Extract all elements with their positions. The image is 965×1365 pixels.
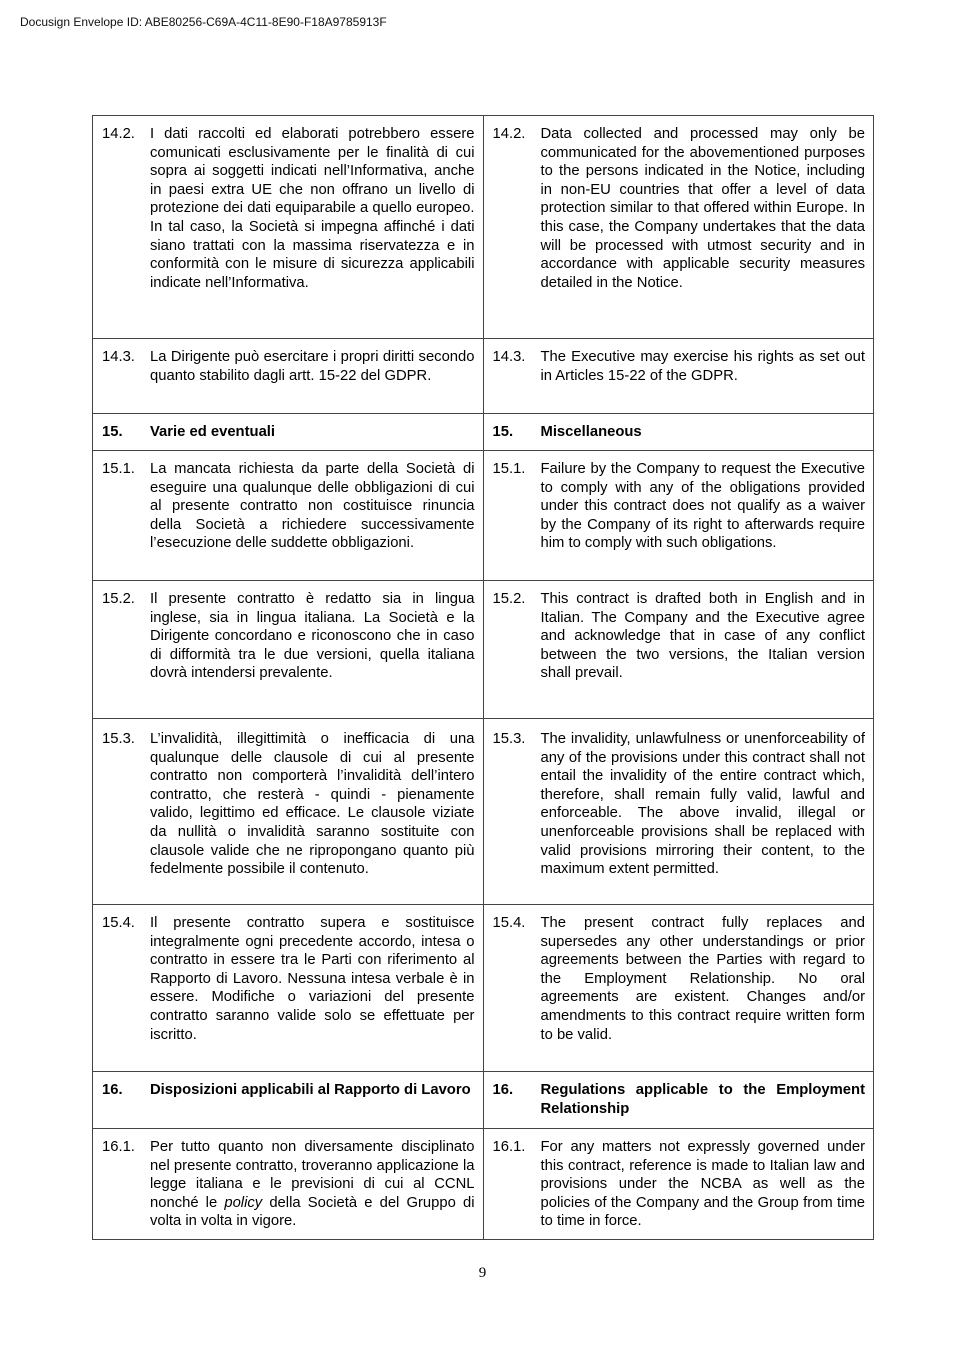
clause-text: Il presente contratto supera e sostituisce integralmente ogni precedente accordo, intesa o contratto in essere tra le Parti con riferimento al Rapporto di Lavoro. Nessuna intesa verbale è in essere. Modifiche o variazioni del presente contratto saranno valide solo se effettuate per iscritto.	[150, 915, 475, 1043]
table-row	[93, 719, 874, 905]
clause-text: The Executive may exercise his rights as set out in Articles 15-22 of the GDPR.	[540, 349, 865, 384]
italian-cell	[93, 451, 484, 581]
clause-number: 15.2.	[492, 591, 526, 607]
clause-text: Il presente contratto è redatto sia in lingua inglese, sia in lingua italiana. La Società e la Dirigente concordano e riconoscono che in caso di difformità tra le due versioni, quella italiana dovrà intendersi prevalente.	[150, 591, 475, 682]
table-row	[93, 339, 874, 414]
table-row	[93, 1072, 874, 1129]
italian-cell	[93, 414, 484, 451]
table-row	[93, 581, 874, 719]
clause-text: The invalidity, unlawfulness or unenforceability of any of the provisions under this contract shall not entail the invalidity of the entire contract which, therefore, shall remain fully valid, lawful and enforceable. The above invalid, illegal or unenforceable provisions shall be replaced with valid provisions mirroring their content, to the maximum extent permitted.	[540, 731, 865, 878]
clause-text: The present contract fully replaces and supersedes any other understandings or prior agreements between the Parties with regard to the Employment Relationship. No oral agreements are existent. Changes and/or amendments to this contract require written form to be valid.	[540, 915, 865, 1043]
italian-cell	[93, 1072, 484, 1129]
italian-cell	[93, 905, 484, 1072]
clause-number: 14.2.	[102, 126, 135, 142]
clause-text: For any matters not expressly governed under this contract, reference is made to Italian law and provisions under the NCBA as well as the policies of the Company and the Group from time to time in force.	[540, 1139, 865, 1230]
section-number: 16.	[492, 1082, 514, 1098]
clause-number: 15.4.	[492, 915, 526, 931]
clause-text: L’invalidità, illegittimità o inefficacia di una qualunque delle clausole di cui al presente contratto non comporterà l’invalidità dell’intero contratto, che resterà - quindi - pienamente valido, legittimo ed efficace. Le clausole viziate da nullità o invalidità saranno sostituite con clausole valide che ne ripropongano quanto più fedelmente possibile il contenuto.	[150, 731, 475, 878]
clause-number: 16.1.	[492, 1139, 526, 1155]
clause-text-part: Per tutto quanto non diversamente disciplinato nel presente contratto, troveranno applicazione la legge italiana e le previsioni di cui al CCNL nonché le	[150, 1139, 475, 1211]
clause-number: 14.3.	[102, 349, 135, 365]
policy-term: policy	[224, 1194, 263, 1211]
clause-text: I dati raccolti ed elaborati potrebbero essere comunicati esclusivamente per le finalità di cui sopra ai soggetti indicati nell’Informativa, anche in paesi extra UE che non offrano un livello di protezione dei dati equiparabile a quello europeo. In tal caso, la Società si impegna affinché i dati siano trattati con la massima riservatezza e in conformità con le misure di sicurezza applicabili indicate nell’Informativa.	[150, 126, 475, 291]
table-row	[93, 414, 874, 451]
clause-number: 15.1.	[102, 461, 135, 477]
english-cell	[483, 116, 874, 339]
section-number: 15.	[492, 424, 514, 440]
section-heading: Varie ed eventuali	[150, 424, 276, 440]
italian-cell	[93, 581, 484, 719]
section-number: 16.	[102, 1082, 123, 1098]
english-cell	[483, 339, 874, 414]
clause-number: 16.1.	[102, 1139, 135, 1155]
clause-number: 15.4.	[102, 915, 135, 931]
english-cell	[483, 451, 874, 581]
section-heading: Regulations applicable to the Employment Relationship	[540, 1082, 865, 1117]
english-cell	[483, 1072, 874, 1129]
bilingual-clause-table	[92, 115, 874, 1240]
clause-number: 15.2.	[102, 591, 135, 607]
clause-number: 14.2.	[492, 126, 526, 142]
english-cell	[483, 581, 874, 719]
italian-cell	[93, 719, 484, 905]
clause-text: Failure by the Company to request the Executive to comply with any of the obligations provided under this contract does not qualify as a waiver by the Company of its right to afterwards require him to comply with such obligations.	[540, 461, 865, 552]
docusign-envelope-id: Docusign Envelope ID: ABE80256-C69A-4C11-8E90-F18A9785913F	[20, 15, 387, 29]
table-row	[93, 116, 874, 339]
clause-number: 15.3.	[492, 731, 526, 747]
clause-text	[150, 1138, 475, 1231]
clause-text: La mancata richiesta da parte della Società di eseguire una qualunque delle obbligazioni di cui al presente contratto non costituisce rinuncia della Società a richiedere successivamente l’esecuzione delle suddette obbligazioni.	[150, 461, 475, 552]
table-row	[93, 451, 874, 581]
clause-number: 15.3.	[102, 731, 135, 747]
italian-cell	[93, 116, 484, 339]
table-row	[93, 905, 874, 1072]
clause-number: 15.1.	[492, 461, 526, 477]
clause-text: This contract is drafted both in English and in Italian. The Company and the Executive agree and acknowledge that in case of any conflict between the two versions, the Italian version shall prevail.	[540, 591, 865, 682]
section-number: 15.	[102, 424, 123, 440]
italian-cell	[93, 1129, 484, 1240]
section-heading: Miscellaneous	[540, 424, 642, 440]
clause-text: Data collected and processed may only be communicated for the abovementioned purposes to the persons indicated in the Notice, including in non-EU countries that offer a level of data protection similar to that offered within Europe. In this case, the Company undertakes that the data will be processed with utmost security and in accordance with applicable security measures detailed in the Notice.	[540, 126, 865, 291]
italian-cell	[93, 339, 484, 414]
page-number: 9	[478, 1265, 487, 1281]
table-row	[93, 1129, 874, 1240]
clause-text-part: della Società e del Gruppo di volta in volta in vigore.	[150, 1194, 475, 1230]
english-cell	[483, 414, 874, 451]
english-cell	[483, 719, 874, 905]
clause-text: La Dirigente può esercitare i propri diritti secondo quanto stabilito dagli artt. 15-22 del GDPR.	[150, 349, 475, 384]
english-cell	[483, 905, 874, 1072]
clause-number: 14.3.	[492, 349, 526, 365]
section-heading: Disposizioni applicabili al Rapporto di Lavoro	[150, 1082, 471, 1098]
english-cell	[483, 1129, 874, 1240]
